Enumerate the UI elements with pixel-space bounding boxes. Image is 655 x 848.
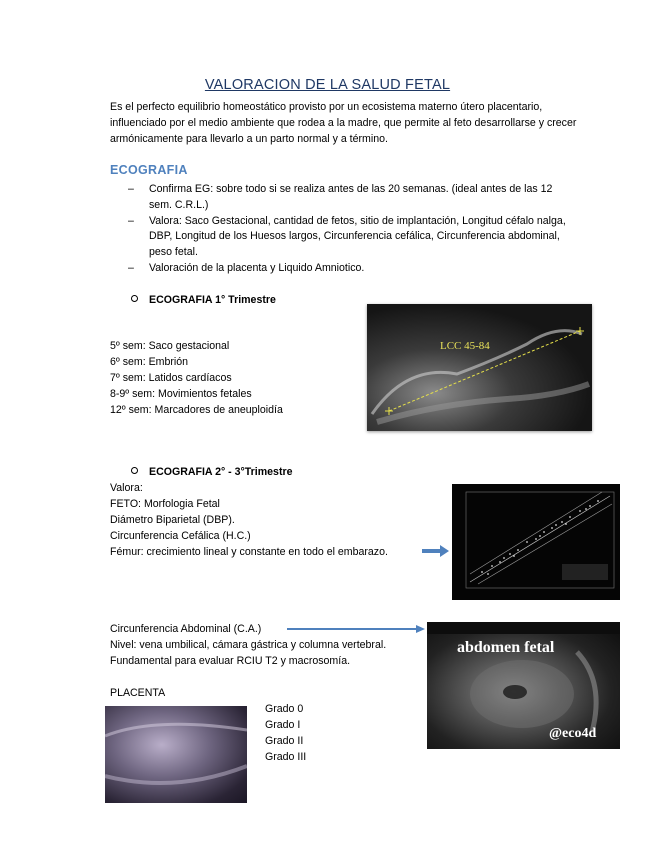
list-item: Grado II — [265, 734, 304, 747]
list-item: Grado III — [265, 750, 307, 763]
trimestre2-heading: ECOGRAFIA 2° - 3°Trimestre — [131, 466, 292, 478]
ultrasound-crl-graphic — [367, 304, 592, 431]
trimestre2-lines — [110, 481, 388, 561]
ultrasound-image-abdomen — [427, 622, 620, 749]
arrow-right-icon — [287, 624, 427, 634]
intro-paragraph: Es el perfecto equilibrio homeostático provisto por un ecosistema materno útero placentario, influenciado por el medio ambiente que rodea a la madre, que permite al feto desarrollarse y crecer armónicamente para llevarlo a un parto normal y a término. — [110, 101, 577, 145]
list-item: Circunferencia Cefálica (H.C.) — [110, 529, 251, 542]
list-item: Diámetro Biparietal (DBP). — [110, 513, 235, 526]
list-item: FETO: Morfologia Fetal — [110, 497, 220, 510]
ecografia-heading: ECOGRAFIA — [110, 163, 188, 177]
ecografia-list — [128, 182, 568, 277]
list-item: Nivel: vena umbilical, cámara gástrica y columna vertebral. — [110, 638, 387, 651]
ultrasound-abdomen-label: abdomen fetal — [457, 639, 555, 656]
list-item: 5º sem: Saco gestacional — [110, 340, 230, 352]
list-item: Fémur: crecimiento lineal y constante en todo el embarazo. — [110, 545, 388, 558]
list-item: Grado I — [265, 718, 301, 731]
circle-bullet-icon — [131, 467, 138, 474]
list-item: – Confirma EG: sobre todo si se realiza antes de las 20 semanas. (ideal antes de las 12 sem. C.R.L.) — [128, 182, 568, 214]
list-item: – Valora: Saco Gestacional, cantidad de fetos, sitio de implantación, Longitud céfalo nalga, DBP, Longitud de los Huesos largos, Circunferencia cefálica, Circunferencia abdominal, peso fetal. — [128, 214, 568, 261]
trimestre1-heading: ECOGRAFIA 1° Trimestre — [131, 294, 276, 306]
list-item: 7º sem: Latidos cardíacos — [110, 371, 232, 384]
circle-bullet-icon — [131, 295, 138, 302]
list-item: 6º sem: Embrión — [110, 355, 189, 368]
trimestre1-lines — [110, 339, 283, 419]
list-item: 12º sem: Marcadores de aneuploidía — [110, 403, 283, 416]
placenta-grades — [265, 702, 306, 766]
arrow-right-icon — [422, 545, 450, 557]
page-title: VALORACION DE LA SALUD FETAL — [204, 77, 451, 93]
list-item: Circunferencia Abdominal (C.A.) — [110, 623, 262, 635]
placenta-heading: PLACENTA — [110, 687, 166, 699]
ultrasound-crl-label: LCC 45-84 — [440, 340, 490, 352]
ultrasound-image-placenta — [105, 706, 247, 803]
list-item: Valora: — [110, 482, 143, 494]
ultrasound-watermark: @eco4d — [549, 726, 597, 741]
ultrasound-image-crl — [367, 304, 592, 431]
femur-growth-chart-image — [452, 484, 620, 600]
list-item: Grado 0 — [265, 703, 304, 715]
ultrasound-placenta-graphic — [105, 706, 247, 803]
femur-chart-graphic — [452, 484, 620, 600]
list-item: Fundamental para evaluar RCIU T2 y macrosomía. — [110, 654, 351, 667]
list-item: – Valoración de la placenta y Liquido Amniotico. — [128, 261, 568, 277]
list-item: 8-9º sem: Movimientos fetales — [110, 387, 252, 400]
